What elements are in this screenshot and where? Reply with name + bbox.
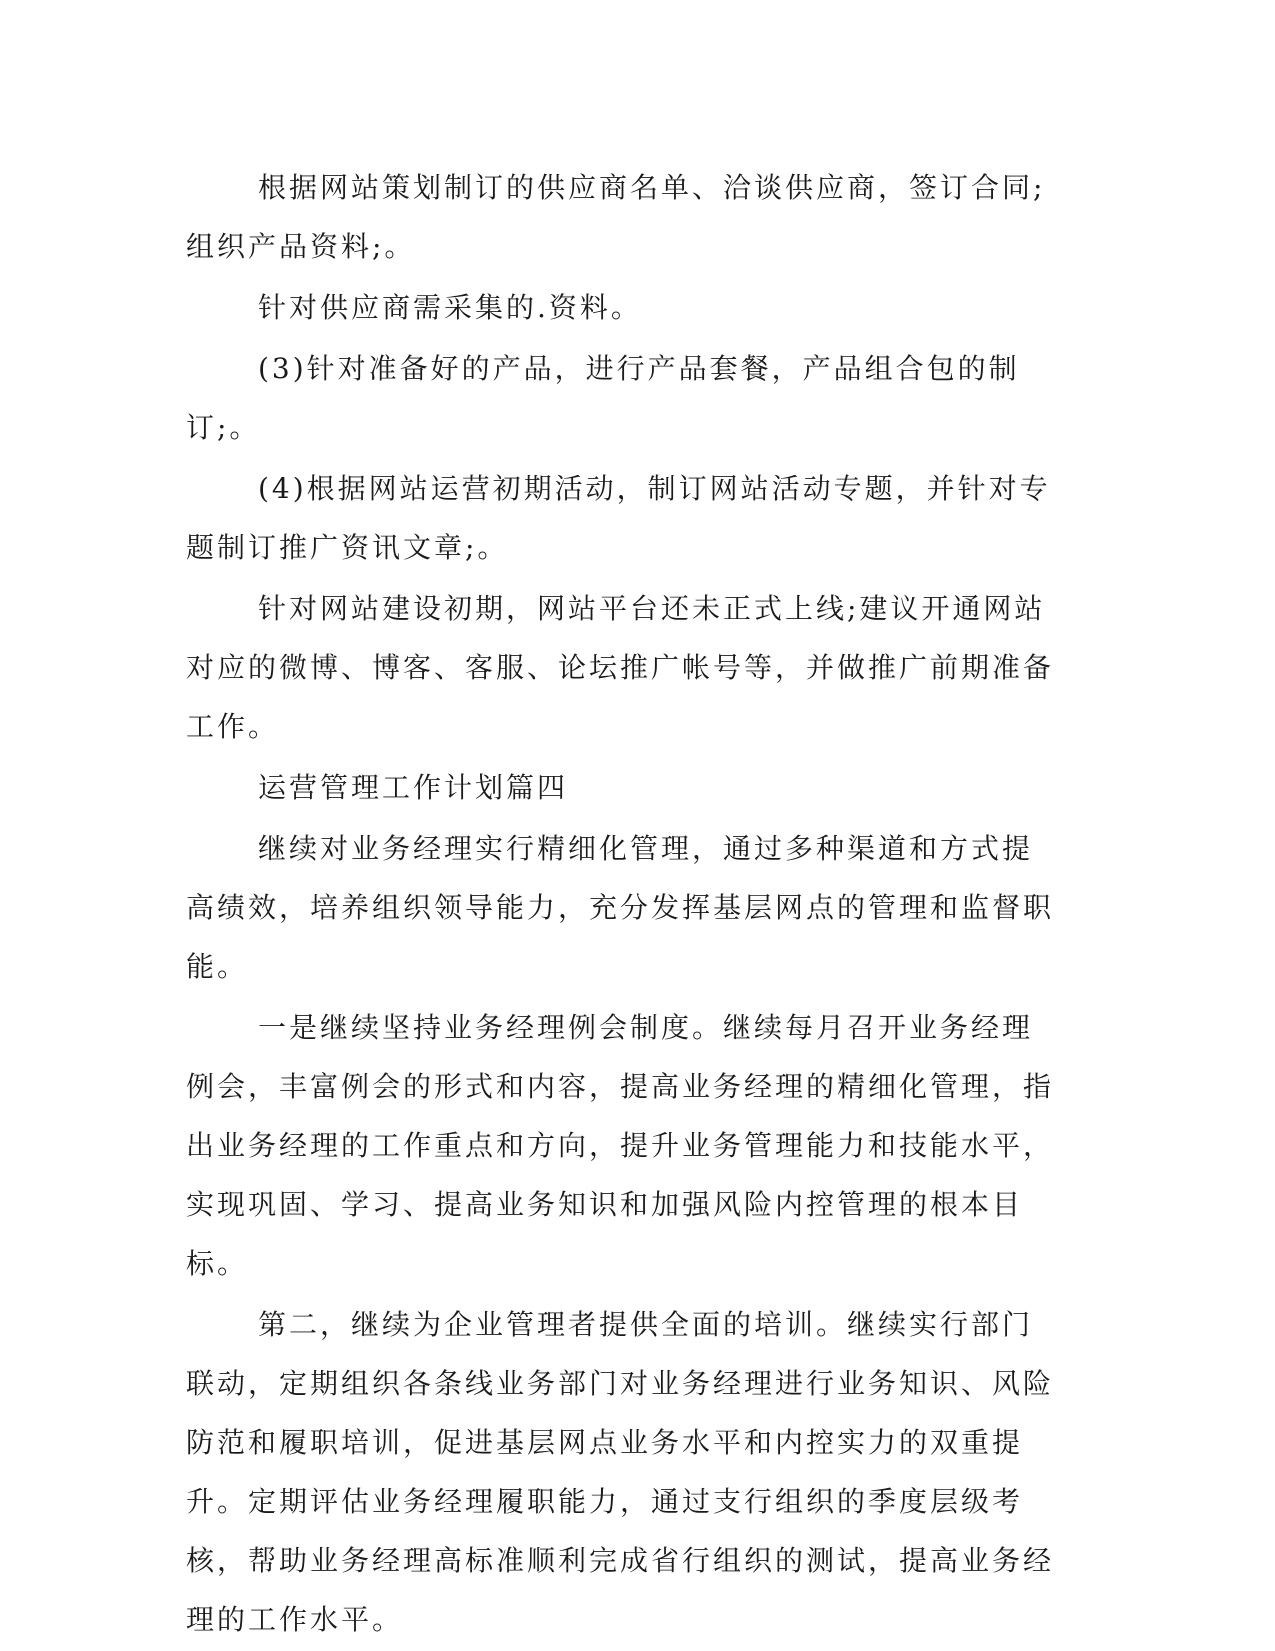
paragraph-training: 第二，继续为企业管理者提供全面的培训。继续实行部门联动，定期组织各条线业务部门对业务经理进行业务知识、风险防范和履职培训，促进基层网点业务水平和内控实力的双重提升。定期评估业务经理履职能力，通过支行组织的季度层级考核，帮助业务经理高标准顺利完成省行组织的测试，提高业务经理的工作水平。 bbox=[186, 1308, 1055, 1636]
paragraph-item-3: (3)针对准备好的产品，进行产品套餐，产品组合包的制订;。 bbox=[186, 352, 1020, 444]
paragraph-supplier-contract: 根据网站策划制订的供应商名单、洽谈供应商，签订合同;组织产品资料;。 bbox=[186, 171, 1046, 263]
paragraph-supplier-materials: 针对供应商需采集的.资料。 bbox=[258, 291, 642, 324]
paragraph-refined-management: 继续对业务经理实行精细化管理，通过多种渠道和方式提高绩效，培养组织领导能力，充分发挥基层网点的管理和监督职能。 bbox=[186, 832, 1055, 983]
document-body bbox=[186, 158, 1056, 1651]
paragraph-site-launch-prep: 针对网站建设初期，网站平台还未正式上线;建议开通网站对应的微博、博客、客服、论坛推广帐号等，并做推广前期准备工作。 bbox=[186, 592, 1055, 743]
section-heading: 运营管理工作计划篇四 bbox=[258, 771, 569, 804]
paragraph-meeting-system: 一是继续坚持业务经理例会制度。继续每月召开业务经理例会，丰富例会的形式和内容，提高业务经理的精细化管理，指出业务经理的工作重点和方向，提升业务管理能力和技能水平，实现巩固、学习、提高业务知识和加强风险内控管理的根本目标。 bbox=[186, 1011, 1055, 1280]
paragraph-item-4: (4)根据网站运营初期活动，制订网站活动专题，并针对专题制订推广资讯文章;。 bbox=[186, 472, 1051, 564]
